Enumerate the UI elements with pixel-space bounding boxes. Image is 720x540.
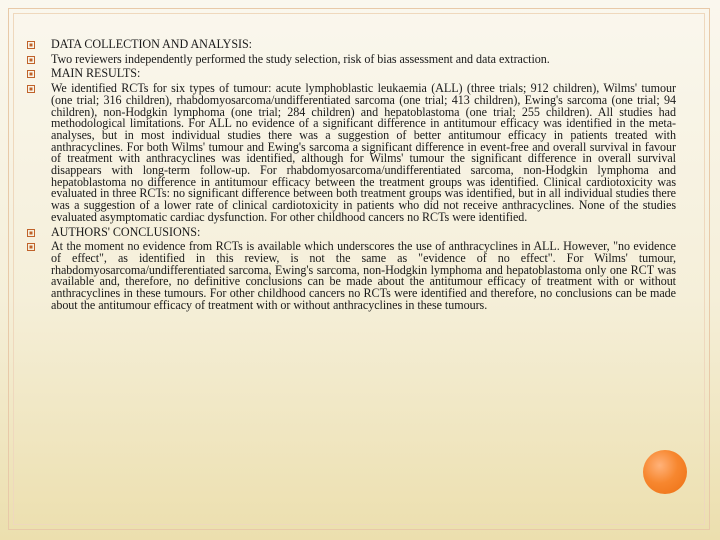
bullet-item-conclusions-text [26, 241, 676, 311]
square-bullet-icon [26, 228, 36, 238]
slide-content [26, 36, 676, 314]
bullet-list [26, 39, 676, 311]
square-bullet-icon [26, 69, 36, 79]
paragraph-text: At the moment no evidence from RCTs is available which underscores the use of anthracyclines in ALL. However, "no evidence of effect", as identified in this review, is not the same as "evidence of no effect". For Wilms' tumour, rhabdomyosarcoma/undifferentiated sarcoma, Ewing's sarcoma, non-Hodgkin lymphoma and hepatoblastoma only one RCT was available and, therefore, no definitive conclusions can be made about the antitumour efficacy of treatment with or without anthracyclines in these tumours. For other childhood cancers no RCTs were identified and therefore, no conclusions can be made about the antitumour efficacy of treatment with or without anthracyclines in these tumours. [51, 239, 676, 312]
section-heading: DATA COLLECTION AND ANALYSIS: [51, 37, 252, 51]
paragraph-text: We identified RCTs for six types of tumour: acute lymphoblastic leukaemia (ALL) (three trials; 912 children), Wilms' tumour (one trial; 316 children), rhabdomyosarcoma/undifferentiated sarcoma (one trial; 413 children), Ewing's sarcoma (one trial; 94 children), non-Hodgkin lymphoma (one trial; 284 children) and hepatoblastoma (one trial; 255 children). All studies had methodological limitations. For ALL no evidence of a significant difference in antitumour efficacy was identified in the meta-analyses, but in most individual studies there was a suggestion of better antitumour efficacy in patients treated with anthracyclines. For both Wilms' tumour and Ewing's sarcoma a significant difference in event-free and overall survival in favour of treatment with anthracyclines was identified, although for Wilms' tumour the significant difference in overall survival disappears with long-term follow-up. For rhabdomyosarcoma/undifferentiated sarcoma, non-Hodgkin lymphoma and hepatoblastoma no difference in antitumour efficacy between the treatment groups was identified. Clinical cardiotoxicity was evaluated in three RCTs: no significant difference between both treatment groups was identified, but in all individual studies there was a suggestion of a lower rate of clinical cardiotoxicity in patients who did not receive anthracyclines. None of the studies evaluated asymptomatic cardiac dysfunction. For other childhood cancers no RCTs were identified. [51, 81, 676, 224]
bullet-item-main-results-text [26, 83, 676, 223]
square-bullet-icon [26, 84, 36, 94]
bullet-item-main-results-heading [26, 68, 676, 80]
bullet-item-data-collection-text [26, 51, 676, 66]
section-heading: AUTHORS' CONCLUSIONS: [51, 224, 201, 239]
paragraph-text: Two reviewers independently performed the study selection, risk of bias assessment and data extraction. [51, 51, 550, 66]
bullet-item-data-collection-heading [26, 39, 676, 51]
square-bullet-icon [26, 55, 36, 65]
bullet-item-conclusions-heading [26, 224, 676, 239]
section-heading: MAIN RESULTS: [51, 66, 141, 81]
square-bullet-icon [26, 242, 36, 252]
decorative-orange-circle [643, 450, 687, 494]
square-bullet-icon [26, 40, 36, 50]
